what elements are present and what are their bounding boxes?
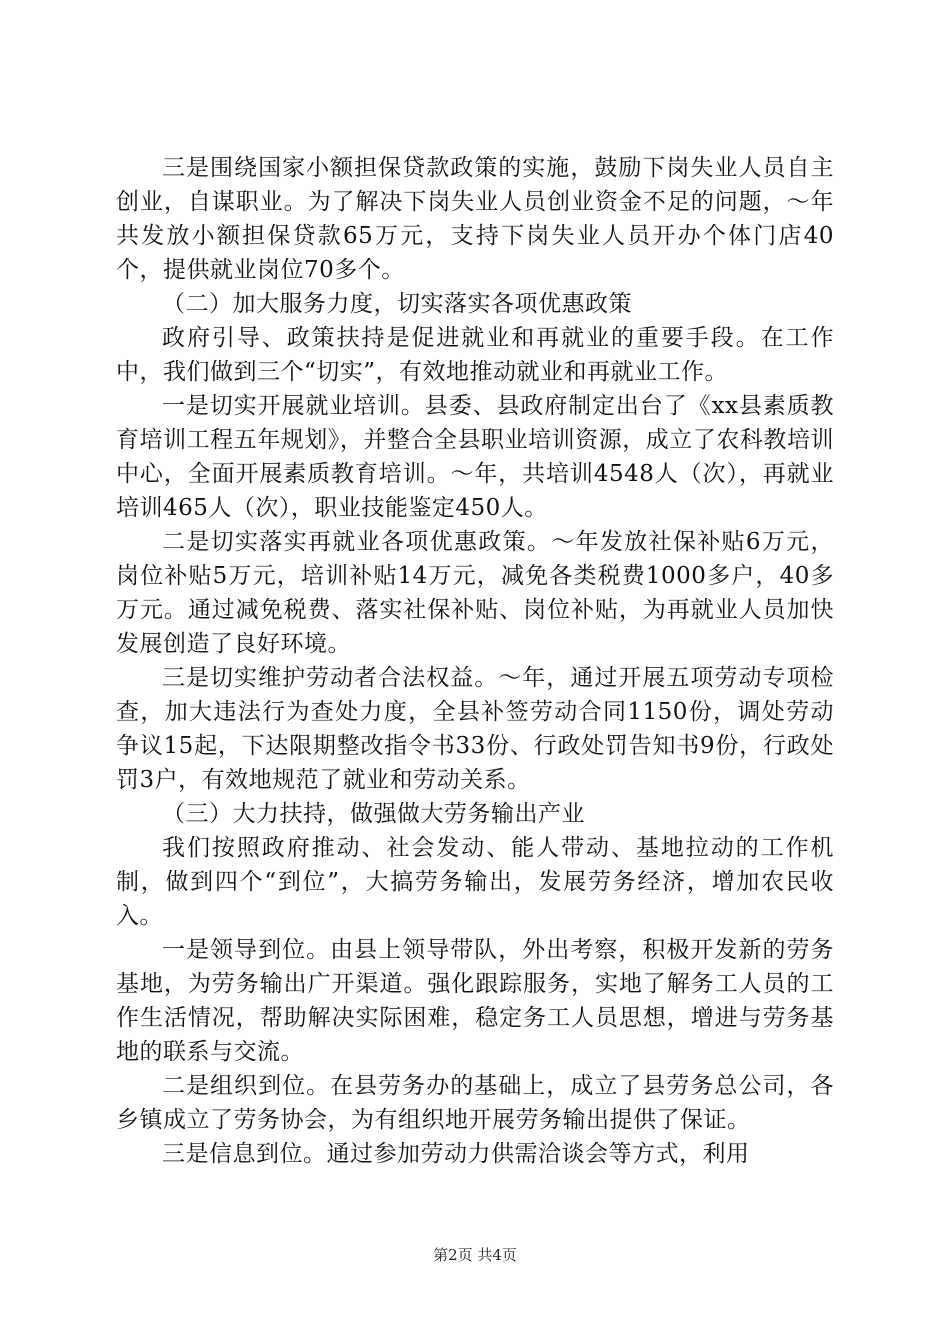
section-heading: （三）大力扶持，做强做大劳务输出产业: [162, 801, 585, 827]
paragraph: 二是切实落实再就业各项优惠政策。～年发放社保补贴6万元，岗位补贴5万元，培训补贴14万元，减免各类税费1000多户，40多万元。通过减免税费、落实社保补贴、岗位补贴，为再就业人员加快发展创造了良好环境。: [116, 529, 834, 657]
paragraph: 三是切实维护劳动者合法权益。～年，通过开展五项劳动专项检查，加大违法行为查处力度，全县补签劳动合同1150份，调处劳动争议15起，下达限期整改指令书33份、行政处罚告知书9份，行政处罚3户，有效地规范了就业和劳动关系。: [116, 665, 834, 793]
paragraph: 二是组织到位。在县劳务办的基础上，成立了县劳务总公司，各乡镇成立了劳务协会，为有组织地开展劳务输出提供了保证。: [116, 1073, 834, 1133]
page-number-footer: 第2页 共4页: [433, 1246, 517, 1264]
paragraph: 一是领导到位。由县上领导带队，外出考察，积极开发新的劳务基地，为劳务输出广开渠道。强化跟踪服务，实地了解务工人员的工作生活情况，帮助解决实际困难，稳定务工人员思想，增进与劳务基地的联系与交流。: [116, 937, 834, 1065]
section-heading: （二）加大服务力度，切实落实各项优惠政策: [162, 291, 632, 317]
paragraph: 一是切实开展就业培训。县委、县政府制定出台了《xx县素质教育培训工程五年规划》，并整合全县职业培训资源，成立了农科教培训中心，全面开展素质教育培训。～年，共培训4548人（次），再就业培训465人（次），职业技能鉴定450人。: [116, 393, 834, 521]
document-body: [116, 151, 834, 1171]
paragraph: 三是围绕国家小额担保贷款政策的实施，鼓励下岗失业人员自主创业，自谋职业。为了解决下岗失业人员创业资金不足的问题，～年共发放小额担保贷款65万元，支持下岗失业人员开办个体门店40个，提供就业岗位70多个。: [116, 155, 834, 283]
paragraph: 我们按照政府推动、社会发动、能人带动、基地拉动的工作机制，做到四个“到位”，大搞劳务输出，发展劳务经济，增加农民收入。: [116, 835, 834, 929]
paragraph: 政府引导、政策扶持是促进就业和再就业的重要手段。在工作中，我们做到三个“切实”，有效地推动就业和再就业工作。: [116, 325, 834, 385]
paragraph: 三是信息到位。通过参加劳动力供需洽谈会等方式，利用: [162, 1141, 750, 1167]
